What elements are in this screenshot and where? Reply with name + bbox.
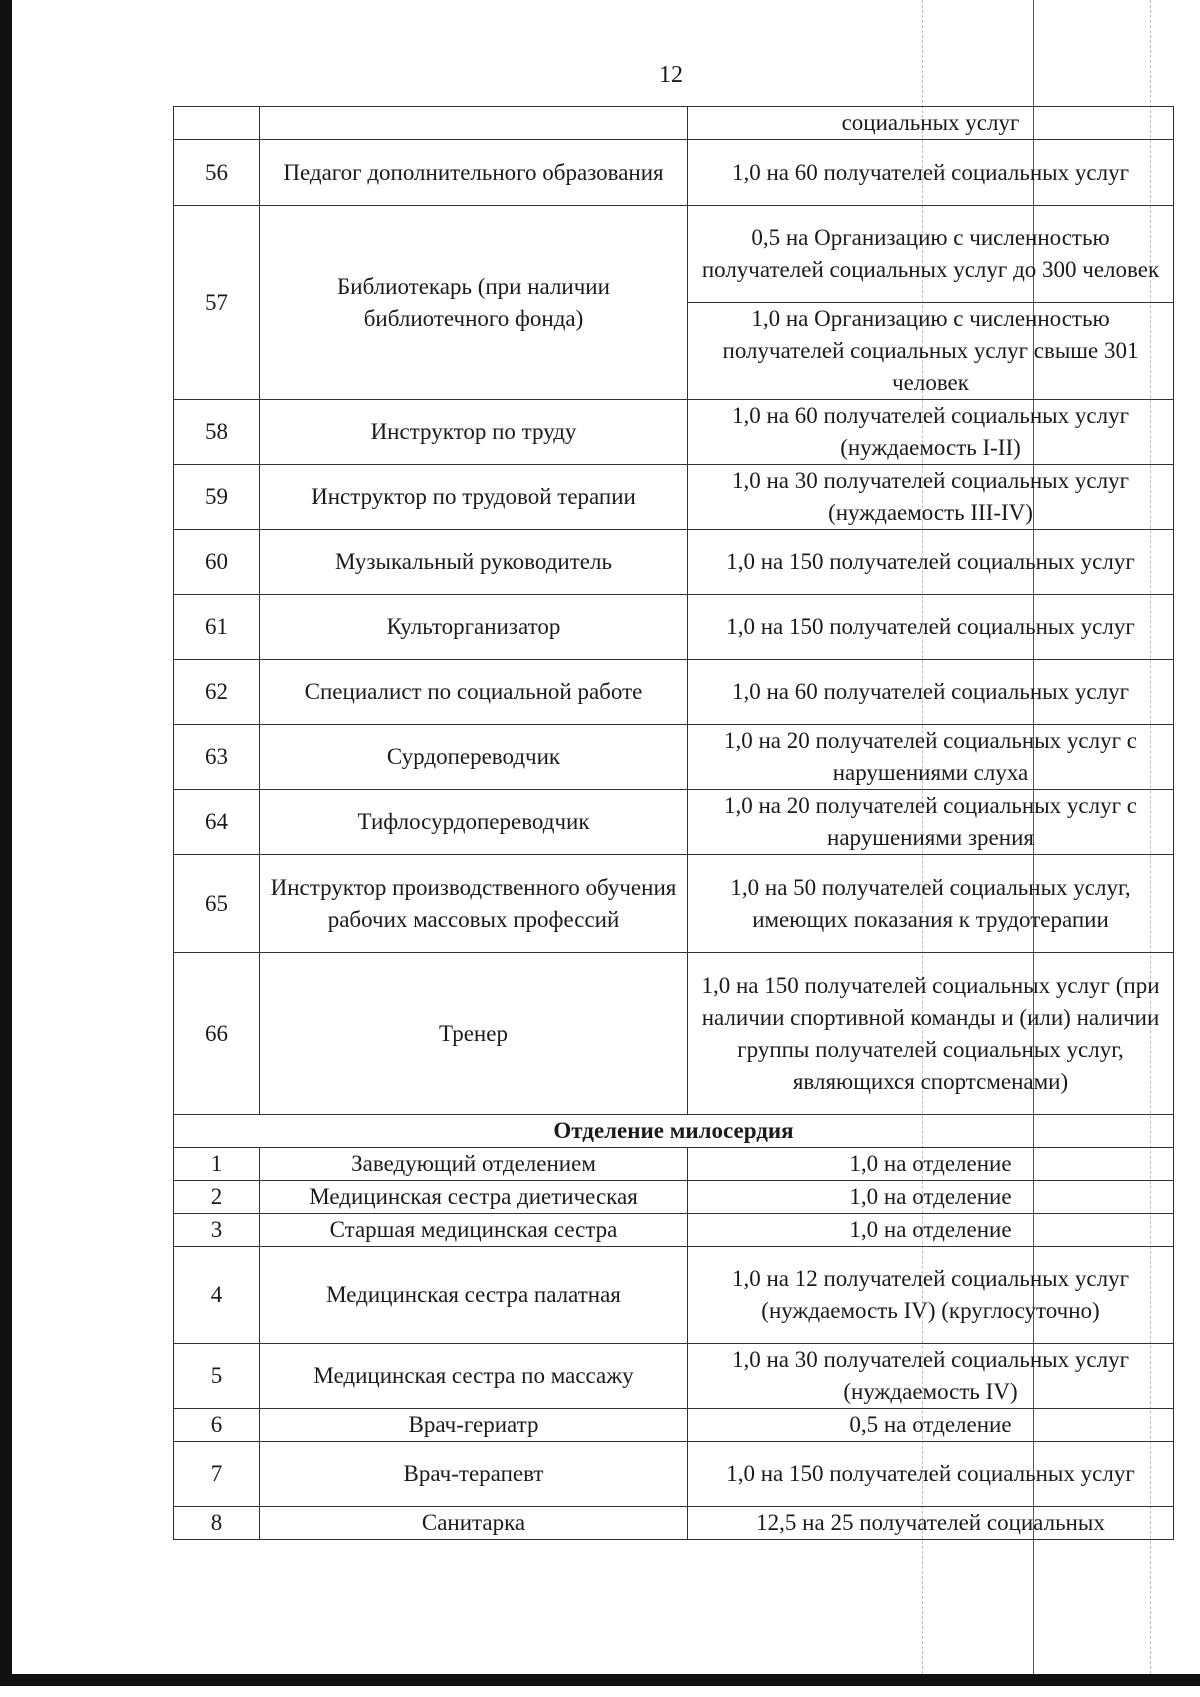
table-row bbox=[174, 660, 1174, 725]
norm-cell: 0,5 на Организацию с численностью получателей социальных услуг до 300 человек bbox=[688, 206, 1174, 303]
position-cell: Инструктор по труду bbox=[260, 400, 688, 465]
table-row bbox=[174, 1214, 1174, 1247]
table-row bbox=[174, 595, 1174, 660]
table-row bbox=[174, 1344, 1174, 1409]
table-row bbox=[174, 953, 1174, 1115]
row-number: 65 bbox=[174, 855, 260, 953]
norm-cell: 1,0 на отделение bbox=[688, 1181, 1174, 1214]
norm-cell: 1,0 на 150 получателей социальных услуг (при наличии спортивной команды и (или) наличии группы получателей социальных услуг, являющихся спортсменами) bbox=[688, 953, 1174, 1115]
position-cell: Медицинская сестра по массажу bbox=[260, 1344, 688, 1409]
row-number: 64 bbox=[174, 790, 260, 855]
table-row bbox=[174, 1409, 1174, 1442]
row-number: 5 bbox=[174, 1344, 260, 1409]
norm-cell: социальных услуг bbox=[688, 107, 1174, 140]
norm-cell: 1,0 на 60 получателей социальных услуг (нуждаемость I-II) bbox=[688, 400, 1174, 465]
norm-cell: 0,5 на отделение bbox=[688, 1409, 1174, 1442]
scan-edge bbox=[0, 1674, 1200, 1686]
table-row bbox=[174, 107, 1174, 140]
row-number: 3 bbox=[174, 1214, 260, 1247]
page-number: 12 bbox=[659, 62, 683, 88]
position-cell: Тифлосурдопереводчик bbox=[260, 790, 688, 855]
norm-cell: 1,0 на отделение bbox=[688, 1214, 1174, 1247]
row-number: 8 bbox=[174, 1507, 260, 1540]
position-cell: Санитарка bbox=[260, 1507, 688, 1540]
position-cell: Врач-гериатр bbox=[260, 1409, 688, 1442]
norm-cell: 1,0 на 30 получателей социальных услуг (нуждаемость IV) bbox=[688, 1344, 1174, 1409]
table-row bbox=[174, 790, 1174, 855]
position-cell: Инструктор производственного обучения рабочих массовых профессий bbox=[260, 855, 688, 953]
norm-cell: 1,0 на 30 получателей социальных услуг (нуждаемость III-IV) bbox=[688, 465, 1174, 530]
norm-cell: 1,0 на 150 получателей социальных услуг bbox=[688, 595, 1174, 660]
row-number: 56 bbox=[174, 140, 260, 206]
table-row bbox=[174, 1181, 1174, 1214]
position-cell: Библиотекарь (при наличии библиотечного фонда) bbox=[260, 206, 688, 400]
position-cell: Тренер bbox=[260, 953, 688, 1115]
norm-cell: 1,0 на 20 получателей социальных услуг с нарушениями зрения bbox=[688, 790, 1174, 855]
row-number: 1 bbox=[174, 1148, 260, 1181]
norm-cell: 1,0 на 150 получателей социальных услуг bbox=[688, 530, 1174, 595]
row-number: 58 bbox=[174, 400, 260, 465]
table-row bbox=[174, 855, 1174, 953]
table-row bbox=[174, 1507, 1174, 1540]
table-row bbox=[174, 1442, 1174, 1507]
position-cell: Медицинская сестра диетическая bbox=[260, 1181, 688, 1214]
position-cell: Сурдопереводчик bbox=[260, 725, 688, 790]
row-number: 4 bbox=[174, 1247, 260, 1344]
norm-cell: 12,5 на 25 получателей социальных bbox=[688, 1507, 1174, 1540]
row-number: 62 bbox=[174, 660, 260, 725]
row-number: 2 bbox=[174, 1181, 260, 1214]
section-row bbox=[174, 1115, 1174, 1148]
table-row bbox=[174, 1148, 1174, 1181]
position-cell: Специалист по социальной работе bbox=[260, 660, 688, 725]
table-row bbox=[174, 465, 1174, 530]
norm-cell: 1,0 на отделение bbox=[688, 1148, 1174, 1181]
table-row bbox=[174, 725, 1174, 790]
row-number: 63 bbox=[174, 725, 260, 790]
position-cell: Культорганизатор bbox=[260, 595, 688, 660]
row-number: 60 bbox=[174, 530, 260, 595]
position-cell: Инструктор по трудовой терапии bbox=[260, 465, 688, 530]
norm-cell: 1,0 на 12 получателей социальных услуг (нуждаемость IV) (круглосуточно) bbox=[688, 1247, 1174, 1344]
norm-cell: 1,0 на 60 получателей социальных услуг bbox=[688, 140, 1174, 206]
staffing-table bbox=[173, 106, 1174, 1540]
table-row bbox=[174, 400, 1174, 465]
position-cell: Заведующий отделением bbox=[260, 1148, 688, 1181]
norm-cell: 1,0 на 60 получателей социальных услуг bbox=[688, 660, 1174, 725]
table-row bbox=[174, 530, 1174, 595]
row-number: 57 bbox=[174, 206, 260, 400]
position-cell: Музыкальный руководитель bbox=[260, 530, 688, 595]
norm-cell: 1,0 на 50 получателей социальных услуг, имеющих показания к трудотерапии bbox=[688, 855, 1174, 953]
table-row bbox=[174, 140, 1174, 206]
table-row bbox=[174, 1247, 1174, 1344]
table-row bbox=[174, 206, 1174, 303]
row-number: 6 bbox=[174, 1409, 260, 1442]
position-cell: Старшая медицинская сестра bbox=[260, 1214, 688, 1247]
position-cell: Педагог дополнительного образования bbox=[260, 140, 688, 206]
norm-cell: 1,0 на Организацию с численностью получателей социальных услуг свыше 301 человек bbox=[688, 303, 1174, 400]
row-number: 59 bbox=[174, 465, 260, 530]
position-cell: Медицинская сестра палатная bbox=[260, 1247, 688, 1344]
norm-cell: 1,0 на 150 получателей социальных услуг bbox=[688, 1442, 1174, 1507]
position-cell: Врач-терапевт bbox=[260, 1442, 688, 1507]
section-title: Отделение милосердия bbox=[174, 1115, 1174, 1148]
norm-cell: 1,0 на 20 получателей социальных услуг с нарушениями слуха bbox=[688, 725, 1174, 790]
row-number: 7 bbox=[174, 1442, 260, 1507]
row-number: 61 bbox=[174, 595, 260, 660]
row-number: 66 bbox=[174, 953, 260, 1115]
scan-edge bbox=[0, 0, 12, 1686]
